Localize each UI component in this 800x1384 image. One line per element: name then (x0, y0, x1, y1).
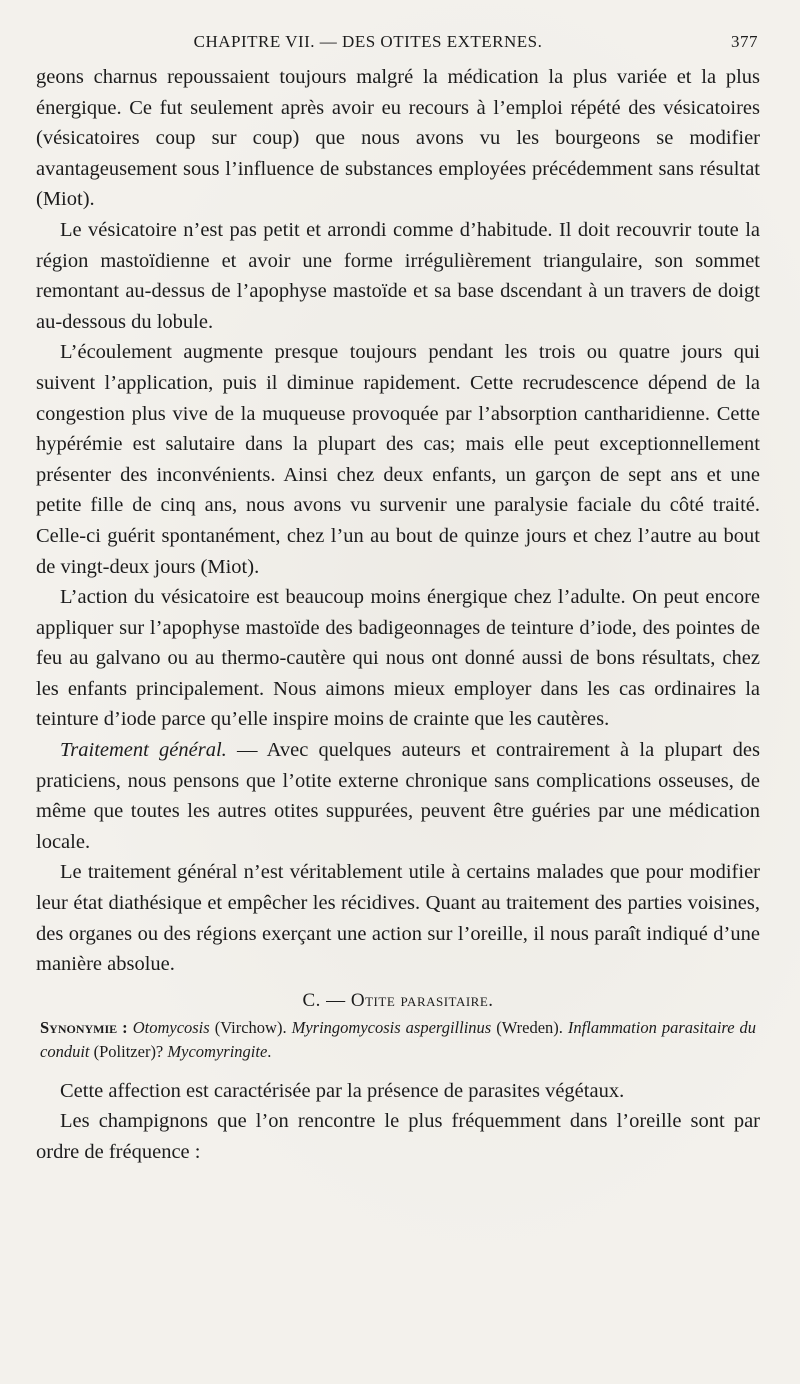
paragraph-3: L’écoulement augmente presque toujours pendant les trois ou quatre jours qui suivent l’application, puis il diminue rapidement. Cette recrudescence dépend de la congestion plus vive de la muqueuse provoquée par l’absorption cantharidienne. Cette hypérémie est salutaire dans la plupart des cas; mais elle peut exceptionnellement présenter des inconvénients. Ainsi chez deux enfants, un garçon de sept ans et une petite fille de cinq ans, nous avons vu survenir une paralysie faciale du côté traité. Celle-ci guérit spontanément, chez l’un au bout de quinze jours et chez l’autre au bout de vingt-deux jours (Miot). (36, 341, 760, 578)
section-title: Otite parasitaire. (350, 989, 494, 1011)
synonym-author-1: (Virchow). (209, 1017, 292, 1037)
section-letter: C. — (302, 989, 346, 1011)
running-title: CHAPITRE VII. — DES OTITES EXTERNES. (193, 32, 543, 51)
paragraph-4: L’action du vésicatoire est beaucoup moins énergique chez l’adulte. On peut encore appliquer sur l’apophyse mastoïde des badigeonnages de teinture d’iode, des pointes de feu au galvano ou au thermo-cautère qui nous ont donné aussi de bons résultats, chez les enfants principalement. Nous aimons mieux employer dans les cas ordinaires la teinture d’iode parce qu’elle inspire moins de crainte que les cautères. (36, 586, 760, 731)
synonym-end: . (267, 1041, 272, 1061)
body-text-2 (36, 1076, 760, 1168)
paragraph-5 (36, 735, 760, 857)
section-heading (36, 990, 760, 1012)
paragraph-8: Les champignons que l’on rencontre le plus fréquemment dans l’oreille sont par ordre de fréquence : (36, 1110, 760, 1163)
paragraph-5-lead: Traitement général. (60, 739, 227, 762)
paragraph-7: Cette affection est caractérisée par la présence de parasites végétaux. (60, 1079, 625, 1102)
synonym-author-2: (Wreden). (491, 1017, 568, 1037)
paragraph-1: geons charnus repoussaient toujours malgré la médication la plus variée et la plus énergique. Ce fut seulement après avoir eu recours à l’emploi répété des vésicatoires (vésicatoires coup sur coup) que nous avons vu les bourgeons se modifier avantageusement sous l’influence de substances employées précédemment sans résultat (Miot). (36, 66, 760, 211)
paragraph-2: Le vésicatoire n’est pas petit et arrondi comme d’habitude. Il doit recouvrir toute la région mastoïdienne et avoir une forme irrégulièrement triangulaire, son sommet remontant au-dessus de l’apophyse mastoïde et sa base dscendant à un travers de doigt au-dessous du lobule. (36, 218, 760, 333)
synonymy-block (40, 1016, 756, 1064)
body-text (36, 62, 760, 980)
synonym-otomycosis: Otomycosis (132, 1017, 210, 1037)
paragraph-5-text: — Avec quelques auteurs et contrairement à la plupart des praticiens, nous pensons que l’otite externe chronique sans complications osseuses, de même que toutes les autres otites suppurées, peuvent être guéries par une médication locale. (36, 739, 760, 853)
synonym-inflammation: Inflammation parasitaire du conduit (40, 1017, 757, 1061)
synonymy-lead: Synonymie : (40, 1017, 128, 1037)
running-head (36, 30, 760, 56)
synonym-mycomyringite: Mycomyringite (167, 1041, 268, 1061)
page-number: 377 (731, 32, 758, 51)
synonym-myringomycosis: Myringomycosis aspergillinus (291, 1017, 492, 1037)
paragraph-6: Le traitement général n’est véritablement utile à certains malades que pour modifier leur état diathésique et empêcher les récidives. Quant au traitement des parties voisines, des organes ou des régions exerçant une action sur l’oreille, il nous paraît indiqué d’une manière absolue. (36, 861, 760, 976)
synonym-author-3: (Politzer)? (89, 1041, 168, 1061)
